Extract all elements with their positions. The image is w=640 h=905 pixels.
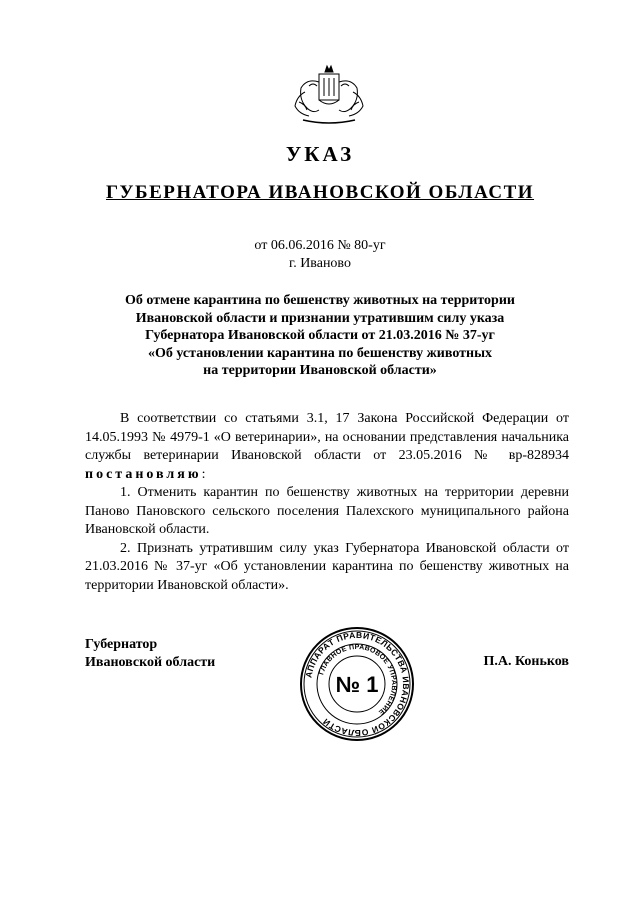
subject-line: Об отмене карантина по бешенству животных на территории [125,293,515,308]
decree-word: постановляю [85,466,202,482]
decree-punct: : [201,466,206,482]
document-date-number: от 06.06.2016 № 80-уг [254,238,386,253]
document-issuer: ГУБЕРНАТОРА ИВАНОВСКОЙ ОБЛАСТИ [105,182,535,203]
seal-outer-text: АППАРАТ ПРАВИТЕЛЬСТВА ИВАНОВСКОЙ ОБЛАСТИ [303,629,412,739]
document-city: г. Иваново [289,256,351,271]
decree-item-1: 1. Отменить карантин по бешенству животных на территории деревни Паново Пановского сельского поселения Палехского муниципального района Ивановской области. [85,485,569,537]
document-subject [92,292,548,380]
subject-line: «Об установлении карантина по бешенству животных [147,345,493,361]
document-body [85,410,569,595]
preamble-text: В соответствии со статьями 3.1, 17 Закона Российской Федерации от 14.05.1993 № 4979-1 «О ветеринарии», на основании представления начальника службы ветеринарии Ивановской области от 23.05.2016 № вр-828934 [85,411,569,463]
seal-number: № 1 [335,672,379,697]
seal-inner-text: ГЛАВНОЕ ПРАВОВОЕ УПРАВЛЕНИЕ [318,643,398,716]
signatory-position [85,636,215,672]
subject-line: на территории Ивановской области» [203,363,437,378]
decree-item-2: 2. Признать утратившим силу указ Губернатора Ивановской области от 21.03.2016 № 37-уг «Об установлении карантина по бешенству животных на территории Ивановской области». [85,540,569,593]
official-seal-stamp [298,625,416,743]
signatory-position-line: Губернатор [85,637,158,652]
subject-line: Губернатора Ивановской области от 21.03.2016 № 37-уг [145,328,495,343]
signatory-name: П.А. Коньков [483,654,569,669]
document-title: УКАЗ [285,142,355,166]
coat-of-arms-emblem [289,62,369,126]
signatory-position-line: Ивановской области [85,655,216,670]
subject-line: Ивановской области и признании утратившим силу указа [135,310,505,326]
preamble-paragraph [85,410,569,484]
